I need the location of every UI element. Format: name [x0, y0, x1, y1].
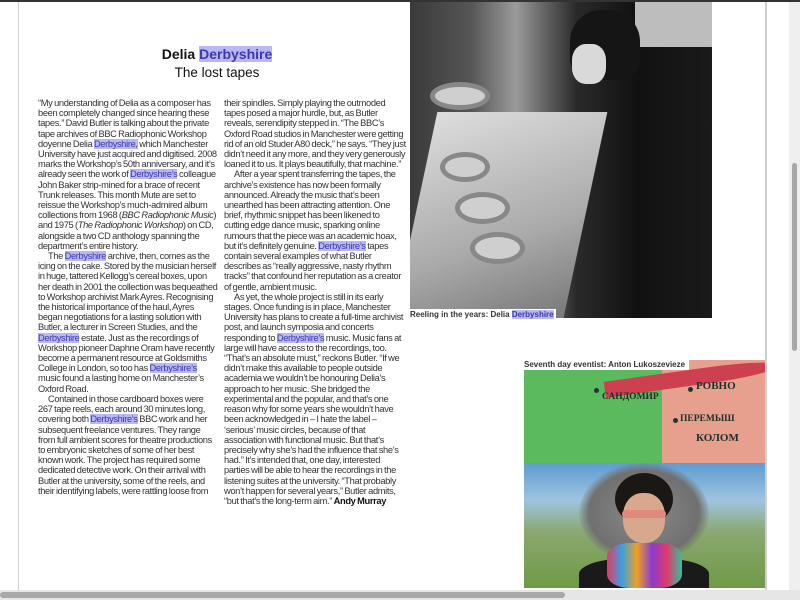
search-highlight: Derbyshire [511, 310, 554, 319]
equipment-panel [635, 2, 712, 47]
tape-deck [410, 112, 607, 318]
vertical-scrollbar-thumb[interactable] [792, 163, 797, 351]
article-paragraph [38, 98, 218, 251]
sunglasses [622, 510, 666, 518]
article-paragraph [224, 169, 406, 291]
article-title [100, 46, 334, 62]
search-highlight: Derbyshire’s [90, 414, 138, 425]
tape-reel [470, 232, 525, 264]
tape-reel [440, 152, 490, 182]
caption-text: Reeling in the years: Delia [410, 310, 512, 319]
horizontal-scrollbar-thumb[interactable] [0, 592, 565, 598]
delia-derbyshire-photo [410, 2, 712, 318]
text-run: The Radiophonic Workshop [77, 220, 183, 231]
portrait [524, 463, 765, 588]
text-run: which Manchester University have just acquired and digitised. 2008 marks the Workshop’s 50th anniversary, and it’s already seen the work of [38, 138, 217, 180]
text-run: “My understanding of Delia as a composer has been completely changed since hearing these tapes.” David Butler is talking about the private tape archives of BBC Radiophonic Workshop doyenne Delia [38, 98, 211, 149]
map-label: КОЛОМ [696, 432, 739, 444]
photo-caption: Seventh day eventist: Anton Lukoszevieze [524, 359, 689, 370]
author-byline: Andy Murray [333, 495, 387, 506]
map-painting [524, 360, 765, 463]
tape-reel [430, 82, 490, 110]
map-label: РОВНО [696, 380, 736, 392]
page-right-edge [765, 2, 767, 590]
person-face [572, 44, 606, 84]
tape-reel [455, 192, 510, 224]
article-paragraph [224, 292, 406, 506]
text-run: ) on CD, alongside a two CD anthology spanning the department’s entire history. [38, 220, 214, 251]
text-run: As yet, the whole project is still in its early stages. Once funding is in place, Manchester University has plans to create a full-time archivist post, and launch symposia and concerts responding to [224, 291, 404, 343]
anton-lukoszevieze-photo [524, 360, 765, 588]
article-column-2 [224, 98, 406, 506]
map-label: САНДОМИР [602, 392, 659, 402]
text-run: The [48, 251, 65, 262]
map-label: ПЕРЕМЫШ [680, 414, 735, 424]
person-face [623, 493, 665, 543]
text-run: BBC work and her subsequent freelance ventures. They range from full ambient scores for theatre productions to embryonic sketches of some of her best known work. The project has required some dedicated detective work. On their arrival with Butler at the university, some of the reels, and their identifying labels, were rattling loose from [38, 414, 212, 496]
text-run: tapes contain several examples of what Butler describes as “really aggressive, nasty rhythm tracks” that confound her reputation as a creator of gentle, ambient music. [224, 240, 402, 292]
search-highlight: Derbyshire [199, 46, 273, 62]
article-subtitle: The lost tapes [174, 65, 260, 80]
search-highlight: Derbyshire’s [318, 240, 366, 251]
search-highlight: Derbyshire [64, 251, 107, 262]
article-column-1 [38, 98, 218, 496]
map-dot [594, 388, 599, 393]
search-highlight: Derbyshire’s [149, 363, 197, 374]
page-left-edge [18, 2, 19, 590]
search-highlight: Derbyshire [38, 332, 80, 343]
text-run: After a year spent transferring the tapes, the archive’s existence has now been formally announced. Already the music that’s been unearthed has been attracting attention. One brief, rhythmic snippet has been likened to cutting edge dance music, sparking online rumours that the piece was an academic hoax, but it’s definitely genuine. [224, 169, 397, 251]
text-run: music found a lasting home on Manchester’s Oxford Road. [38, 373, 204, 394]
text-run: Contained in those cardboard boxes were 267 tape reels, each around 30 minutes long, covering both [38, 393, 205, 425]
title-text: Delia [161, 46, 196, 62]
text-run: BBC Radiophonic Music [121, 210, 214, 221]
search-highlight: Derbyshire’s [276, 332, 325, 343]
photo-caption [410, 309, 556, 319]
text-run: music. Music fans at large will have access to the recordings, too. “That’s an absolute must,” reckons Butler. “If we didn’t make this available to people outside academia we wouldn’t be honouring Delia’s approach to her music. She bridged the experimental and the popular, and that’s one reason why for some years she wouldn’t have been acknowledged in – I hate the label – ‘serious’ music circles, because of that association with functional music. But that’s precisely why she’s had the influence that she’s had.” It’s intended that, one day, interested parties will be able to hear the recordings in the listening suites at the university. “That probably won’t happen for several years,” Butler admits, “but that’s the long-term aim.” [224, 332, 402, 506]
text-run: colleague John Baker strip-mined for a brace of recent Trunk releases. This month Mute are set to reissue the Workshop’s much-admired album collections from 1968 ( [38, 169, 216, 221]
search-highlight: Derbyshire’s [130, 169, 178, 180]
article-paragraph [224, 98, 406, 169]
text-run: ) and 1975 ( [38, 210, 217, 231]
text-run: their spindles. Simply playing the outmoded tapes posed a major hurdle, but, as Butler reveals, serendipity stepped in. “The BBC’s Oxford Road studios in Manchester were getting rid of an old Studer A80 deck,” he says. “They just didn’t need it any more, and they very generously loaned it to us. It plays beautifully, that machine.” [224, 98, 406, 170]
map-dot [673, 418, 678, 423]
article-paragraph [38, 251, 218, 394]
map-dot [688, 387, 693, 392]
text-run: estate. Just as the recordings of Workshop pioneer Daphne Oram have recently become a permanent resource at Goldsmiths College in London, so too has [38, 332, 215, 374]
article-paragraph [38, 394, 218, 496]
search-highlight: Derbyshire, [93, 138, 138, 149]
text-run: archive, then, comes as the icing on the cake. Stored by the musician herself in huge, tattered Kellogg’s cereal boxes, upon her death in 2001 the collection was bequeathed to Workshop archivist Mark Ayres. Recognising the historical importance of the haul, Ayres began negotiations for a lasting solution with Butler, a lecturer in Screen Studies, and the [38, 251, 218, 333]
scarf [607, 543, 682, 588]
